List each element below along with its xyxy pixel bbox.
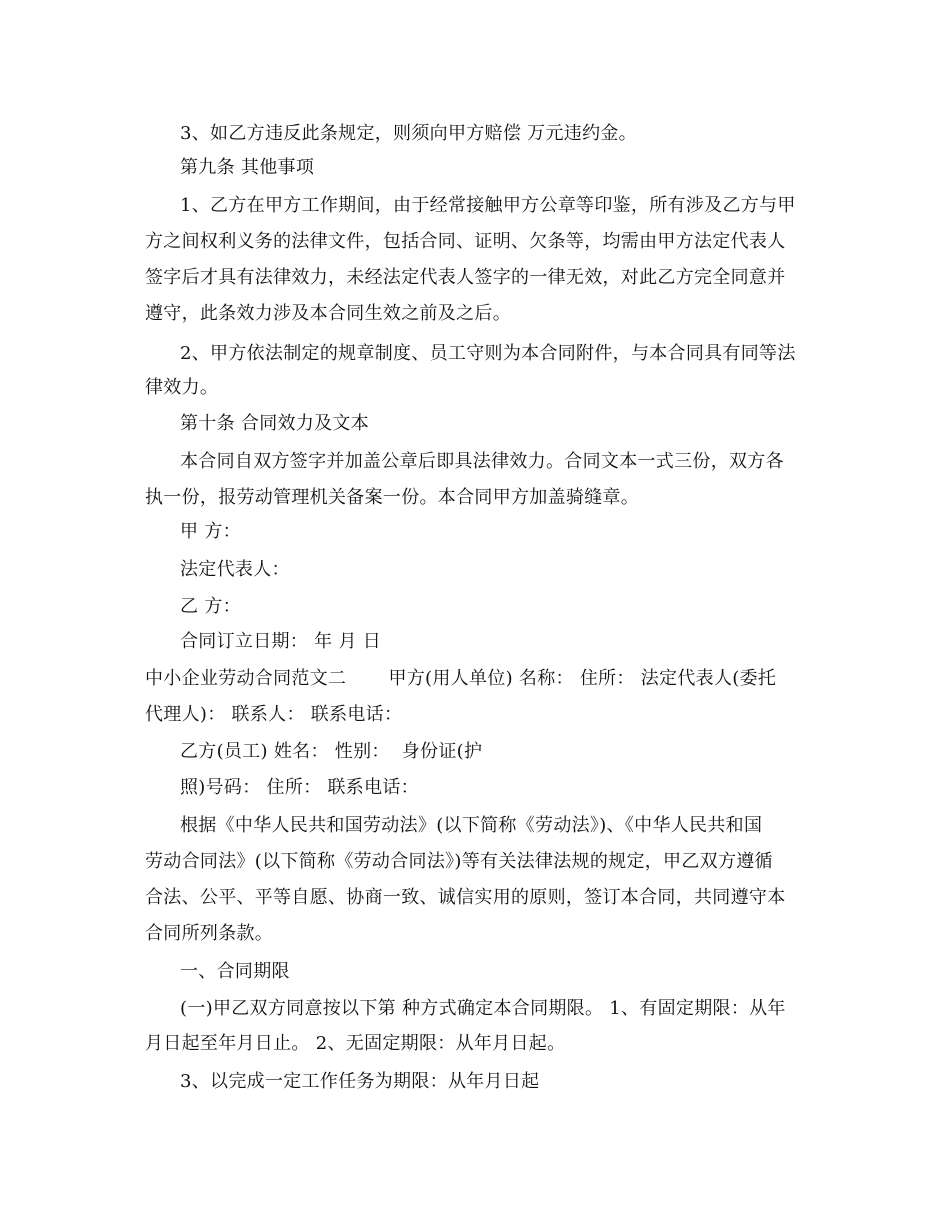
text-line: 签字后才具有法律效力，未经法定代表人签字的一律无效，对此乙方完全同意并 [145, 267, 786, 288]
contract-date-field: 合同订立日期： 年 月 日 [180, 631, 382, 652]
party-a-field: 甲 方： [180, 521, 241, 542]
text-line: 乙方(员工) 姓名： 性别： 身份证(护 [180, 741, 483, 762]
text-line: 合同所列条款。 [145, 923, 274, 944]
section-heading: 第九条 其他事项 [180, 157, 315, 178]
text-line: 合法、公平、平等自愿、协商一致、诚信实用的原则，签订本合同，共同遵守本 [145, 887, 786, 908]
text-line: 月日起至年月日止。 2、无固定期限：从年月日起。 [145, 1033, 566, 1054]
text-line: (一)甲乙双方同意按以下第 种方式确定本合同期限。 1、有固定期限：从年 [180, 998, 786, 1019]
party-b-field: 乙 方： [180, 596, 241, 617]
text-line: 中小企业劳动合同范文二 甲方(用人单位) 名称： 住所： 法定代表人(委托 [145, 668, 777, 689]
text-line: 劳动合同法》(以下简称《劳动合同法》)等有关法律法规的规定，甲乙双方遵循 [145, 851, 773, 872]
text-line: 执一份，报劳动管理机关备案一份。本合同甲方加盖骑缝章。 [145, 487, 640, 508]
text-line: 1、乙方在甲方工作期间，由于经常接触甲方公章等印鉴，所有涉及乙方与甲 [180, 195, 796, 216]
section-heading: 一、合同期限 [180, 961, 290, 982]
text-line: 根据《中华人民共和国劳动法》(以下简称《劳动法》)、《中华人民共和国 [180, 815, 763, 836]
text-line: 3、以完成一定工作任务为期限：从年月日起 [180, 1071, 540, 1092]
section-heading: 第十条 合同效力及文本 [180, 413, 370, 434]
text-line: 代理人)： 联系人： 联系电话： [145, 704, 403, 725]
text-line: 本合同自双方签字并加盖公章后即具法律效力。合同文本一式三份，双方各 [180, 451, 784, 472]
text-line: 3、如乙方违反此条规定，则须向甲方赔偿 万元违约金。 [180, 123, 637, 144]
text-line: 方之间权利义务的法律文件，包括合同、证明、欠条等，均需由甲方法定代表人 [145, 231, 786, 252]
text-line: 遵守，此条效力涉及本合同生效之前及之后。 [145, 303, 511, 324]
legal-rep-field: 法定代表人： [180, 559, 290, 580]
text-line: 照)号码： 住所： 联系电话： [180, 777, 419, 798]
text-line: 2、甲方依法制定的规章制度、员工守则为本合同附件，与本合同具有同等法 [180, 343, 796, 364]
text-line: 律效力。 [145, 377, 219, 398]
